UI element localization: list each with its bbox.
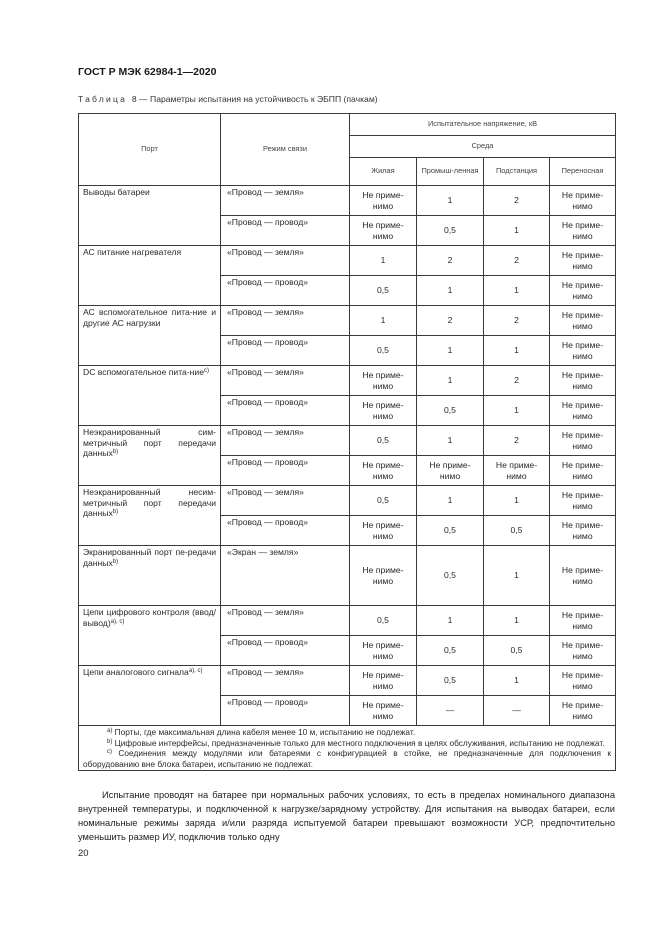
port-label: Цепи аналогового сигнала: [83, 667, 189, 677]
value-substation: —: [484, 696, 550, 726]
value-residential: Не приме-нимо: [350, 456, 417, 486]
header-env-residential: Жилая: [350, 158, 417, 186]
value-industrial: 0,5: [417, 546, 484, 606]
header-environment: Среда: [350, 136, 616, 158]
value-residential: 0,5: [350, 336, 417, 366]
port-cell: [79, 486, 221, 546]
value-industrial: 0,5: [417, 396, 484, 426]
value-substation: 1: [484, 396, 550, 426]
value-substation: 2: [484, 246, 550, 276]
footnote-mark: c): [107, 749, 112, 755]
port-cell: [79, 426, 221, 486]
mode-cell: «Провод — земля»: [221, 246, 350, 276]
value-substation: 0,5: [484, 636, 550, 666]
port-label: Цепи цифрового контроля (ввод/вывод): [83, 607, 216, 628]
mode-cell: «Провод — провод»: [221, 696, 350, 726]
value-residential: 1: [350, 246, 417, 276]
value-residential: 0,5: [350, 426, 417, 456]
value-portable: Не приме-нимо: [550, 276, 616, 306]
value-residential: 0,5: [350, 276, 417, 306]
header-env-industrial: Промыш-ленная: [417, 158, 484, 186]
footnote-ref: b): [112, 509, 119, 515]
value-portable: Не приме-нимо: [550, 186, 616, 216]
value-substation: 2: [484, 186, 550, 216]
port-cell: [79, 306, 221, 366]
value-residential: Не приме-нимо: [350, 516, 417, 546]
value-industrial: 2: [417, 306, 484, 336]
footnote: [83, 727, 611, 738]
header-env-substation: Подстанция: [484, 158, 550, 186]
value-industrial: 1: [417, 426, 484, 456]
table-row: [79, 666, 616, 696]
value-portable: Не приме-нимо: [550, 216, 616, 246]
header-voltage: Испытательное напряжение, кВ: [350, 114, 616, 136]
value-substation: 2: [484, 306, 550, 336]
value-substation: 1: [484, 606, 550, 636]
value-substation: 1: [484, 546, 550, 606]
value-residential: 1: [350, 306, 417, 336]
footnote: [83, 738, 611, 749]
page-number: 20: [78, 848, 89, 859]
mode-cell: «Провод — земля»: [221, 306, 350, 336]
value-industrial: 0,5: [417, 636, 484, 666]
port-cell: [79, 246, 221, 306]
value-portable: Не приме-нимо: [550, 666, 616, 696]
value-portable: Не приме-нимо: [550, 606, 616, 636]
value-industrial: 1: [417, 486, 484, 516]
value-industrial: 1: [417, 336, 484, 366]
table-row: [79, 426, 616, 456]
header-port: Порт: [79, 114, 221, 186]
value-industrial: 1: [417, 276, 484, 306]
mode-cell: «Провод — земля»: [221, 366, 350, 396]
value-industrial: 0,5: [417, 216, 484, 246]
table-row: [79, 366, 616, 396]
table-row: [79, 246, 616, 276]
value-portable: Не приме-нимо: [550, 636, 616, 666]
value-substation: 1: [484, 486, 550, 516]
document-code: ГОСТ Р МЭК 62984-1—2020: [78, 66, 217, 78]
table-row: [79, 306, 616, 336]
footnote-ref: a), c): [188, 668, 203, 674]
notes-row: [79, 726, 616, 771]
port-label: АС вспомогательное пита-ние и другие АС нагрузки: [83, 307, 216, 328]
value-substation: 1: [484, 216, 550, 246]
table-row: [79, 606, 616, 636]
value-industrial: Не приме-нимо: [417, 456, 484, 486]
caption-label: Таблица: [78, 94, 128, 104]
value-industrial: 0,5: [417, 666, 484, 696]
footnotes: [79, 726, 616, 771]
port-cell: [79, 186, 221, 246]
mode-cell: «Провод — провод»: [221, 456, 350, 486]
footnote-text: Соединения между модулями или батареями с конфигурацией в стойке, не предназначенные для подключения к оборудованию вне блока батареи, испытанию не подлежат.: [83, 748, 611, 769]
value-substation: 2: [484, 366, 550, 396]
header-mode: Режим связи: [221, 114, 350, 186]
table-caption: [78, 94, 378, 104]
header-env-portable: Переносная: [550, 158, 616, 186]
value-substation: 1: [484, 276, 550, 306]
value-portable: Не приме-нимо: [550, 366, 616, 396]
value-portable: Не приме-нимо: [550, 246, 616, 276]
table-body: [79, 186, 616, 771]
value-residential: Не приме-нимо: [350, 546, 417, 606]
value-residential: Не приме-нимо: [350, 216, 417, 246]
table-row: [79, 186, 616, 216]
port-label: Неэкранированный несим-метричный порт передачи данных: [83, 487, 216, 518]
port-cell: [79, 546, 221, 606]
mode-cell: «Провод — провод»: [221, 636, 350, 666]
value-portable: Не приме-нимо: [550, 336, 616, 366]
value-portable: Не приме-нимо: [550, 306, 616, 336]
value-residential: 0,5: [350, 486, 417, 516]
port-label: Выводы батареи: [83, 187, 150, 197]
port-label: DC вспомогательное пита-ние: [83, 367, 204, 377]
value-residential: Не приме-нимо: [350, 186, 417, 216]
table-row: [79, 546, 616, 606]
value-residential: Не приме-нимо: [350, 636, 417, 666]
value-industrial: —: [417, 696, 484, 726]
value-residential: Не приме-нимо: [350, 396, 417, 426]
value-residential: Не приме-нимо: [350, 366, 417, 396]
value-substation: 1: [484, 666, 550, 696]
value-industrial: 1: [417, 186, 484, 216]
table-row: [79, 486, 616, 516]
port-cell: [79, 666, 221, 726]
port-cell: [79, 366, 221, 426]
value-portable: Не приме-нимо: [550, 396, 616, 426]
footnote-text: Цифровые интерфейсы, предназначенные только для местного подключения в целях обслуживания, испытанию не подлежат.: [112, 737, 605, 748]
mode-cell: «Провод — земля»: [221, 486, 350, 516]
port-label: Неэкранированный сим-метричный порт передачи данных: [83, 427, 216, 458]
mode-cell: «Провод — провод»: [221, 336, 350, 366]
value-substation: 2: [484, 426, 550, 456]
footnote-ref: c): [204, 368, 209, 374]
caption-title: — Параметры испытания на устойчивость к ЭБПП (пачкам): [136, 94, 378, 104]
mode-cell: «Экран — земля»: [221, 546, 350, 606]
value-industrial: 2: [417, 246, 484, 276]
mode-cell: «Провод — провод»: [221, 516, 350, 546]
value-industrial: 1: [417, 366, 484, 396]
value-portable: Не приме-нимо: [550, 546, 616, 606]
mode-cell: «Провод — земля»: [221, 186, 350, 216]
value-industrial: 1: [417, 606, 484, 636]
value-substation: 1: [484, 336, 550, 366]
mode-cell: «Провод — провод»: [221, 276, 350, 306]
value-residential: Не приме-нимо: [350, 696, 417, 726]
caption-number: 8: [131, 94, 137, 104]
body-paragraph-text: Испытание проводят на батарее при нормальных рабочих условиях, то есть в пределах номинального диапазона внутренней температуры, и подключенной к нагрузке/зарядному устройству. Для испытания на выводах батареи, если номинальные режимы заряда и/или разряда испытуемой батареи превышают возможности УСР, предпочтительно уменьшить размер ИУ, подключив только одну: [78, 790, 615, 842]
footnote-mark: a): [107, 728, 113, 734]
mode-cell: «Провод — провод»: [221, 396, 350, 426]
value-industrial: 0,5: [417, 516, 484, 546]
value-portable: Не приме-нимо: [550, 426, 616, 456]
value-portable: Не приме-нимо: [550, 486, 616, 516]
footnote-text: Порты, где максимальная длина кабеля менее 10 м, испытанию не подлежат.: [112, 727, 416, 737]
value-residential: Не приме-нимо: [350, 666, 417, 696]
body-paragraph: [78, 788, 615, 844]
mode-cell: «Провод — земля»: [221, 426, 350, 456]
value-portable: Не приме-нимо: [550, 456, 616, 486]
mode-cell: «Провод — земля»: [221, 666, 350, 696]
mode-cell: «Провод — провод»: [221, 216, 350, 246]
footnote-ref: a), c): [110, 618, 125, 625]
footnote: [83, 748, 611, 769]
value-residential: 0,5: [350, 606, 417, 636]
value-portable: Не приме-нимо: [550, 516, 616, 546]
footnote-mark: b): [107, 738, 113, 745]
port-cell: [79, 606, 221, 666]
value-portable: Не приме-нимо: [550, 696, 616, 726]
value-substation: 0,5: [484, 516, 550, 546]
footnote-ref: b): [112, 449, 119, 455]
mode-cell: «Провод — земля»: [221, 606, 350, 636]
test-parameters-table: [78, 113, 616, 771]
footnote-ref: b): [112, 558, 119, 565]
port-label: Экранированный порт пе-редачи данных: [83, 547, 216, 568]
port-label: АС питание нагревателя: [83, 247, 182, 257]
value-substation: Не приме-нимо: [484, 456, 550, 486]
